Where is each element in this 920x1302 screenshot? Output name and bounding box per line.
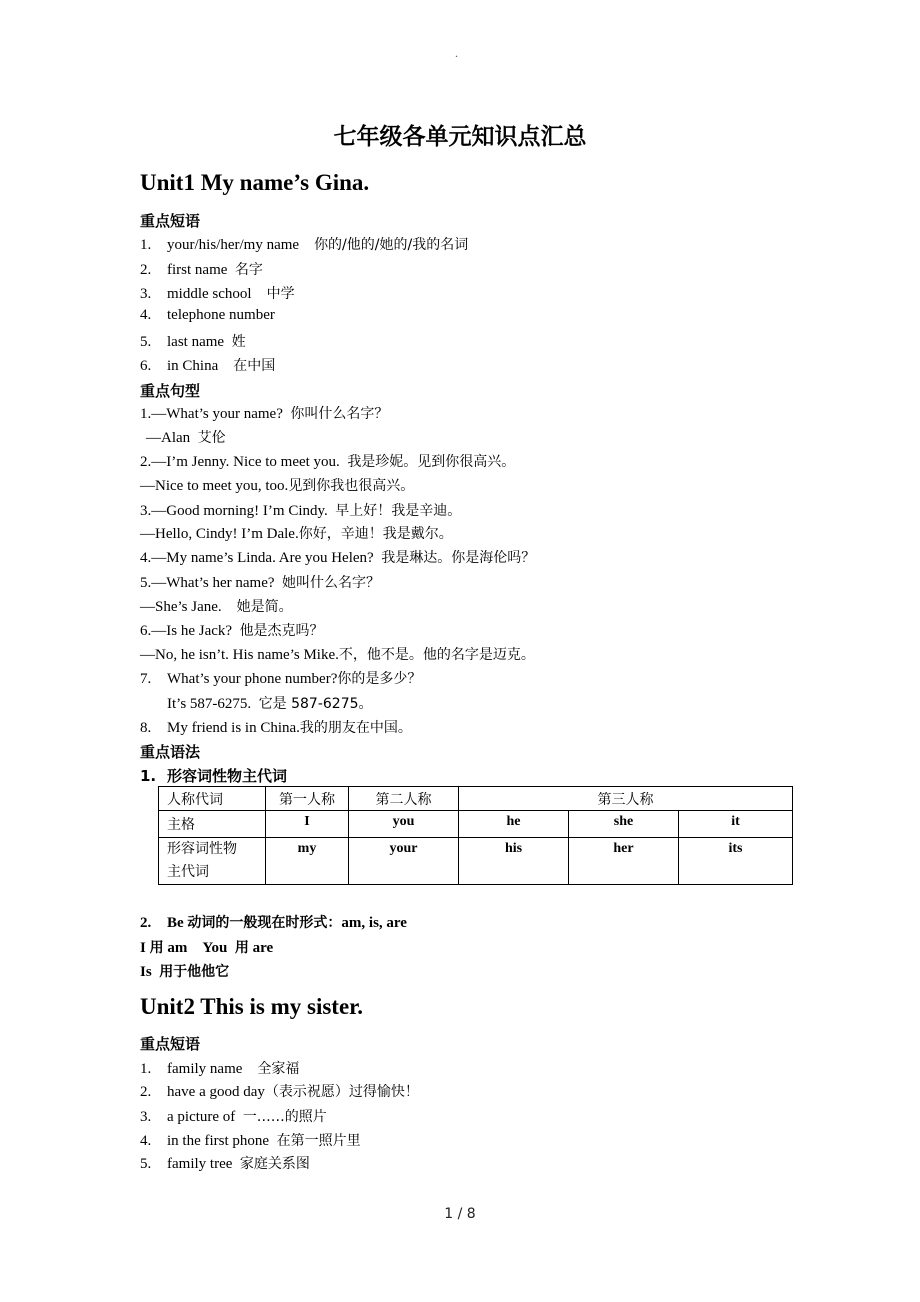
table-cell: you bbox=[349, 811, 459, 838]
grammar-item-1: 1. 形容词性物主代词 bbox=[140, 767, 288, 785]
table-row bbox=[159, 811, 793, 838]
table-header-cell: 第三人称 bbox=[459, 787, 793, 811]
phrase-item: 4. telephone number bbox=[140, 307, 275, 323]
table-header-cell: 第二人称 bbox=[349, 787, 459, 811]
sentence-item: 5.—What’s her name? 她叫什么名字？ bbox=[140, 575, 381, 591]
phrase-item: 2. have a good day（表示祝愿）过得愉快！ bbox=[140, 1084, 419, 1100]
sentence-item: —No, he isn’t. His name’s Mike.不，他不是。他的名字是迈克。 bbox=[140, 647, 535, 663]
table-cell: her bbox=[569, 838, 679, 885]
be-rule-line-1: I 用 am You 用 are bbox=[140, 940, 274, 956]
table-cell: my bbox=[266, 838, 349, 885]
table-row bbox=[159, 838, 793, 885]
sentence-item: —Nice to meet you, too.见到你我也很高兴。 bbox=[140, 478, 415, 494]
table-header-cell: 人称代词 bbox=[159, 787, 266, 811]
table-cell: your bbox=[349, 838, 459, 885]
sentence-item: It’s 587-6275. 它是 587-6275。 bbox=[167, 696, 373, 712]
unit1-heading: Unit1 My name’s Gina. bbox=[140, 170, 370, 195]
table-header-cell: 第一人称 bbox=[266, 787, 349, 811]
sentence-item: 8. My friend is in China.我的朋友在中国。 bbox=[140, 720, 412, 736]
table-cell: 形容词性物 主代词 bbox=[159, 838, 266, 885]
sentence-item: 2.—I’m Jenny. Nice to meet you. 我是珍妮。见到你很高兴。 bbox=[140, 454, 516, 470]
phrase-item: 6. in China 在中国 bbox=[140, 358, 276, 374]
table-cell: 主格 bbox=[159, 811, 266, 838]
unit1-phrases-heading: 重点短语 bbox=[140, 212, 201, 230]
grammar-item-2: 2. Be 动词的一般现在时形式：am, is, are bbox=[140, 915, 407, 931]
unit2-heading: Unit2 This is my sister. bbox=[140, 994, 364, 1019]
unit2-phrases-heading: 重点短语 bbox=[140, 1035, 201, 1053]
phrase-item: 1. family name 全家福 bbox=[140, 1061, 300, 1077]
table-cell: I bbox=[266, 811, 349, 838]
pronoun-table bbox=[158, 786, 793, 885]
be-rule-line-2: Is 用于他他它 bbox=[140, 964, 230, 980]
sentence-item: —She’s Jane. 她是简。 bbox=[140, 599, 293, 615]
phrase-item: 1. your/his/her/my name 你的/他的/她的/我的名词 bbox=[140, 237, 469, 253]
phrase-item: 3. middle school 中学 bbox=[140, 286, 295, 302]
table-cell: its bbox=[679, 838, 793, 885]
table-cell: it bbox=[679, 811, 793, 838]
phrase-item: 5. family tree 家庭关系图 bbox=[140, 1156, 310, 1172]
table-cell: she bbox=[569, 811, 679, 838]
sentence-item: —Hello, Cindy! I’m Dale.你好，辛迪！我是戴尔。 bbox=[140, 526, 453, 542]
sentence-item: 6.—Is he Jack? 他是杰克吗？ bbox=[140, 623, 324, 639]
page-title: 七年级各单元知识点汇总 bbox=[333, 124, 587, 150]
phrase-item: 5. last name 姓 bbox=[140, 334, 246, 350]
page-number: 1 / 8 bbox=[444, 1206, 476, 1222]
header-mark: . bbox=[455, 46, 458, 60]
phrase-item: 2. first name 名字 bbox=[140, 262, 263, 278]
unit1-sentences-heading: 重点句型 bbox=[140, 382, 201, 400]
table-row bbox=[159, 787, 793, 811]
sentence-item: 4.—My name’s Linda. Are you Helen? 我是琳达。你是海伦吗？ bbox=[140, 550, 536, 566]
phrase-item: 3. a picture of 一……的照片 bbox=[140, 1109, 327, 1125]
sentence-item: 7. What’s your phone number?你的是多少？ bbox=[140, 671, 422, 687]
sentence-item: 3.—Good morning! I’m Cindy. 早上好！我是辛迪。 bbox=[140, 503, 462, 519]
sentence-item: —Alan 艾伦 bbox=[146, 430, 226, 446]
unit1-grammar-heading: 重点语法 bbox=[140, 743, 201, 761]
sentence-item: 1.—What’s your name? 你叫什么名字？ bbox=[140, 406, 389, 422]
phrase-item: 4. in the first phone 在第一照片里 bbox=[140, 1133, 361, 1149]
table-cell: his bbox=[459, 838, 569, 885]
table-cell: he bbox=[459, 811, 569, 838]
